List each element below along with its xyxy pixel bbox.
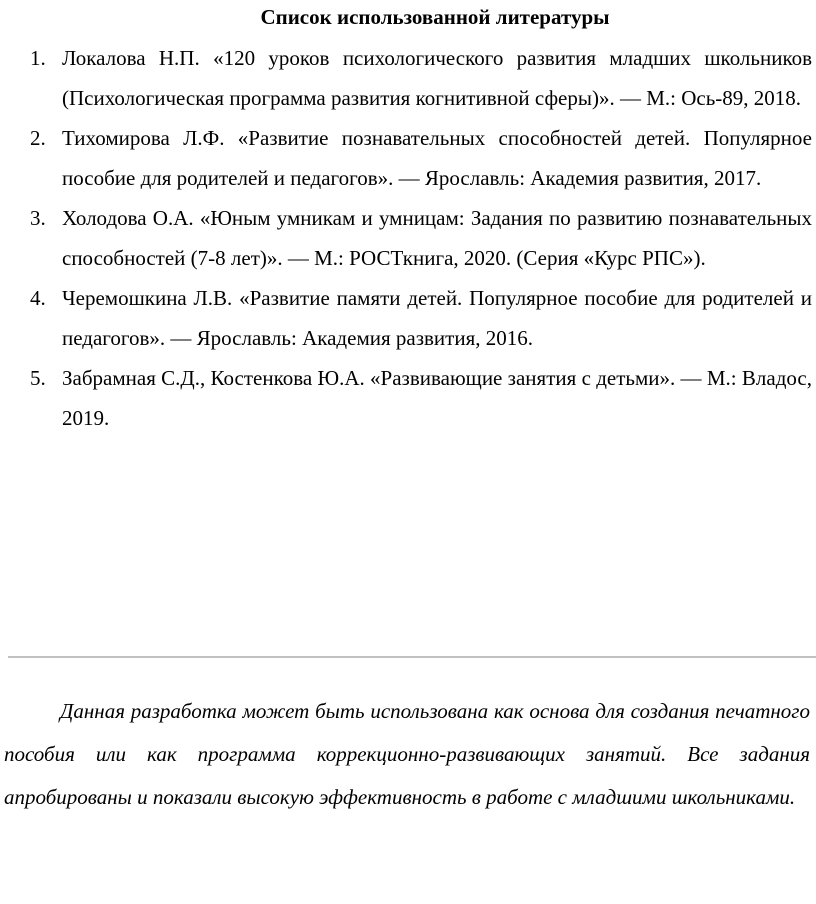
reference-text: Забрамная С.Д., Костенкова Ю.А. «Развивающие занятия с детьми». — М.: Владос, 2019. [62,366,812,430]
reference-number: 4. [30,286,46,310]
reference-number: 5. [30,366,46,390]
reference-item [20,38,812,118]
section-divider [8,656,816,658]
reference-text: Локалова Н.П. «120 уроков психологического развития младших школьников (Психологическая программа развития когнитивной сферы)». — М.: Ось-89, 2018. [62,46,812,110]
reference-number: 3. [30,206,46,230]
reference-text: Холодова О.А. «Юным умникам и умницам: Задания по развитию познавательных способностей (7-8 лет)». — М.: РОСТкнига, 2020. (Серия «Курс РПС»). [62,206,812,270]
closing-note: Данная разработка может быть использована как основа для создания печатного пособия или как программа коррекционно-развивающих занятий. Все задания апробированы и показали высокую эффективность в работе с младшими школьниками. [4,699,810,809]
page-title: Список использованной литературы [260,5,610,29]
reference-text: Тихомирова Л.Ф. «Развитие познавательных способностей детей. Популярное пособие для родителей и педагогов». — Ярославль: Академия развития, 2017. [62,126,812,190]
reference-number: 1. [30,46,46,70]
reference-text: Черемошкина Л.В. «Развитие памяти детей. Популярное пособие для родителей и педагогов». — Ярославль: Академия развития, 2016. [62,286,812,350]
reference-item [20,358,812,438]
reference-number: 2. [30,126,46,150]
reference-item [20,278,812,358]
reference-item [20,198,812,278]
reference-list [20,38,812,438]
reference-item [20,118,812,198]
